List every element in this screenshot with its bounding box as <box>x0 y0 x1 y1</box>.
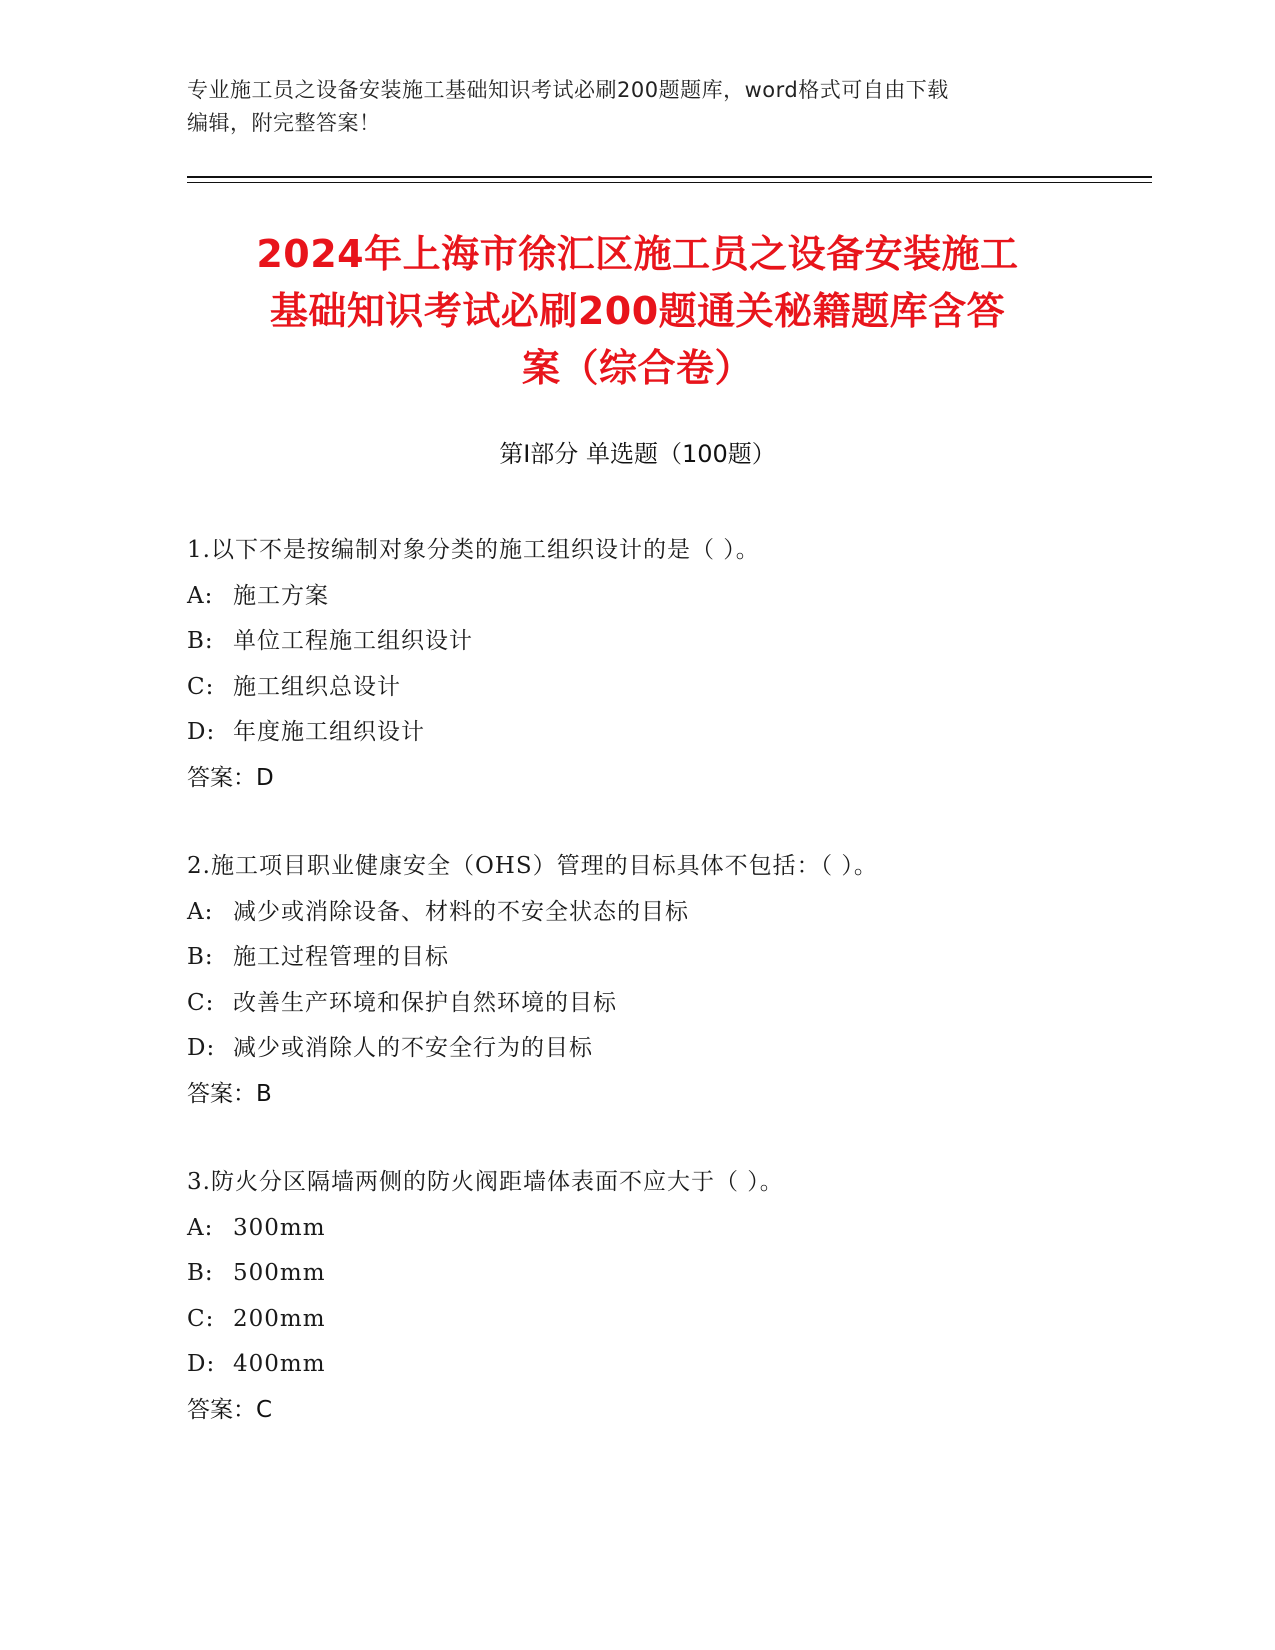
option-c <box>187 981 1147 1027</box>
title-line-1: 2024年上海市徐汇区施工员之设备安装施工 <box>256 232 1019 276</box>
option-text: 300mm <box>233 1214 326 1241</box>
option-key: D: <box>187 1351 216 1377</box>
question-stem: 1.以下不是按编制对象分类的施工组织设计的是（ ）。 <box>187 537 760 563</box>
header-rule-thin <box>187 182 1152 183</box>
option-key: A: <box>187 1214 214 1241</box>
option-text: 500mm <box>233 1260 326 1286</box>
option-text: 单位工程施工组织设计 <box>233 628 473 654</box>
option-text: 改善生产环境和保护自然环境的目标 <box>233 989 617 1016</box>
answer-line: 答案：C <box>187 1396 273 1423</box>
question-3 <box>187 1160 1147 1433</box>
option-text: 减少或消除人的不安全行为的目标 <box>233 1035 593 1061</box>
option-key: B: <box>187 944 214 970</box>
option-text: 年度施工组织设计 <box>233 719 425 745</box>
option-c <box>187 665 1147 711</box>
option-text: 200mm <box>233 1305 326 1332</box>
header-note <box>187 74 1087 140</box>
answer-line: 答案：B <box>187 1080 272 1107</box>
option-a <box>187 574 1147 620</box>
option-key: B: <box>187 1260 214 1286</box>
question-list <box>187 528 1147 1476</box>
section-heading: 第Ⅰ部分 单选题（100题） <box>499 440 776 468</box>
option-key: C: <box>187 1305 215 1332</box>
document-title <box>150 226 1125 397</box>
option-text: 施工组织总设计 <box>233 673 401 700</box>
option-d <box>187 710 1147 756</box>
option-key: C: <box>187 673 215 700</box>
option-a <box>187 1206 1147 1252</box>
answer-line: 答案：D <box>187 764 274 791</box>
option-d <box>187 1342 1147 1388</box>
option-d <box>187 1026 1147 1072</box>
option-c <box>187 1297 1147 1343</box>
question-1 <box>187 528 1147 801</box>
option-key: A: <box>187 898 214 925</box>
option-a <box>187 890 1147 936</box>
option-text: 400mm <box>233 1351 326 1377</box>
header-note-line-2: 编辑，附完整答案！ <box>187 111 381 135</box>
option-text: 施工过程管理的目标 <box>233 944 449 970</box>
option-key: A: <box>187 582 214 609</box>
title-line-3: 案（综合卷） <box>521 346 753 390</box>
question-stem: 2.施工项目职业健康安全（OHS）管理的目标具体不包括：（ ）。 <box>187 853 878 879</box>
option-key: D: <box>187 719 216 745</box>
header-note-line-1: 专业施工员之设备安装施工基础知识考试必刷200题题库，word格式可自由下载 <box>187 78 949 102</box>
option-key: D: <box>187 1035 216 1061</box>
option-key: B: <box>187 628 214 654</box>
option-b <box>187 1251 1147 1297</box>
title-line-2: 基础知识考试必刷200题通关秘籍题库含答 <box>269 289 1006 333</box>
question-stem: 3.防火分区隔墙两侧的防火阀距墙体表面不应大于（ ）。 <box>187 1169 784 1195</box>
header-rule-thick <box>187 176 1152 178</box>
option-text: 减少或消除设备、材料的不安全状态的目标 <box>233 898 689 925</box>
option-b <box>187 619 1147 665</box>
question-2 <box>187 844 1147 1117</box>
option-key: C: <box>187 989 215 1016</box>
option-text: 施工方案 <box>233 582 329 609</box>
option-b <box>187 935 1147 981</box>
